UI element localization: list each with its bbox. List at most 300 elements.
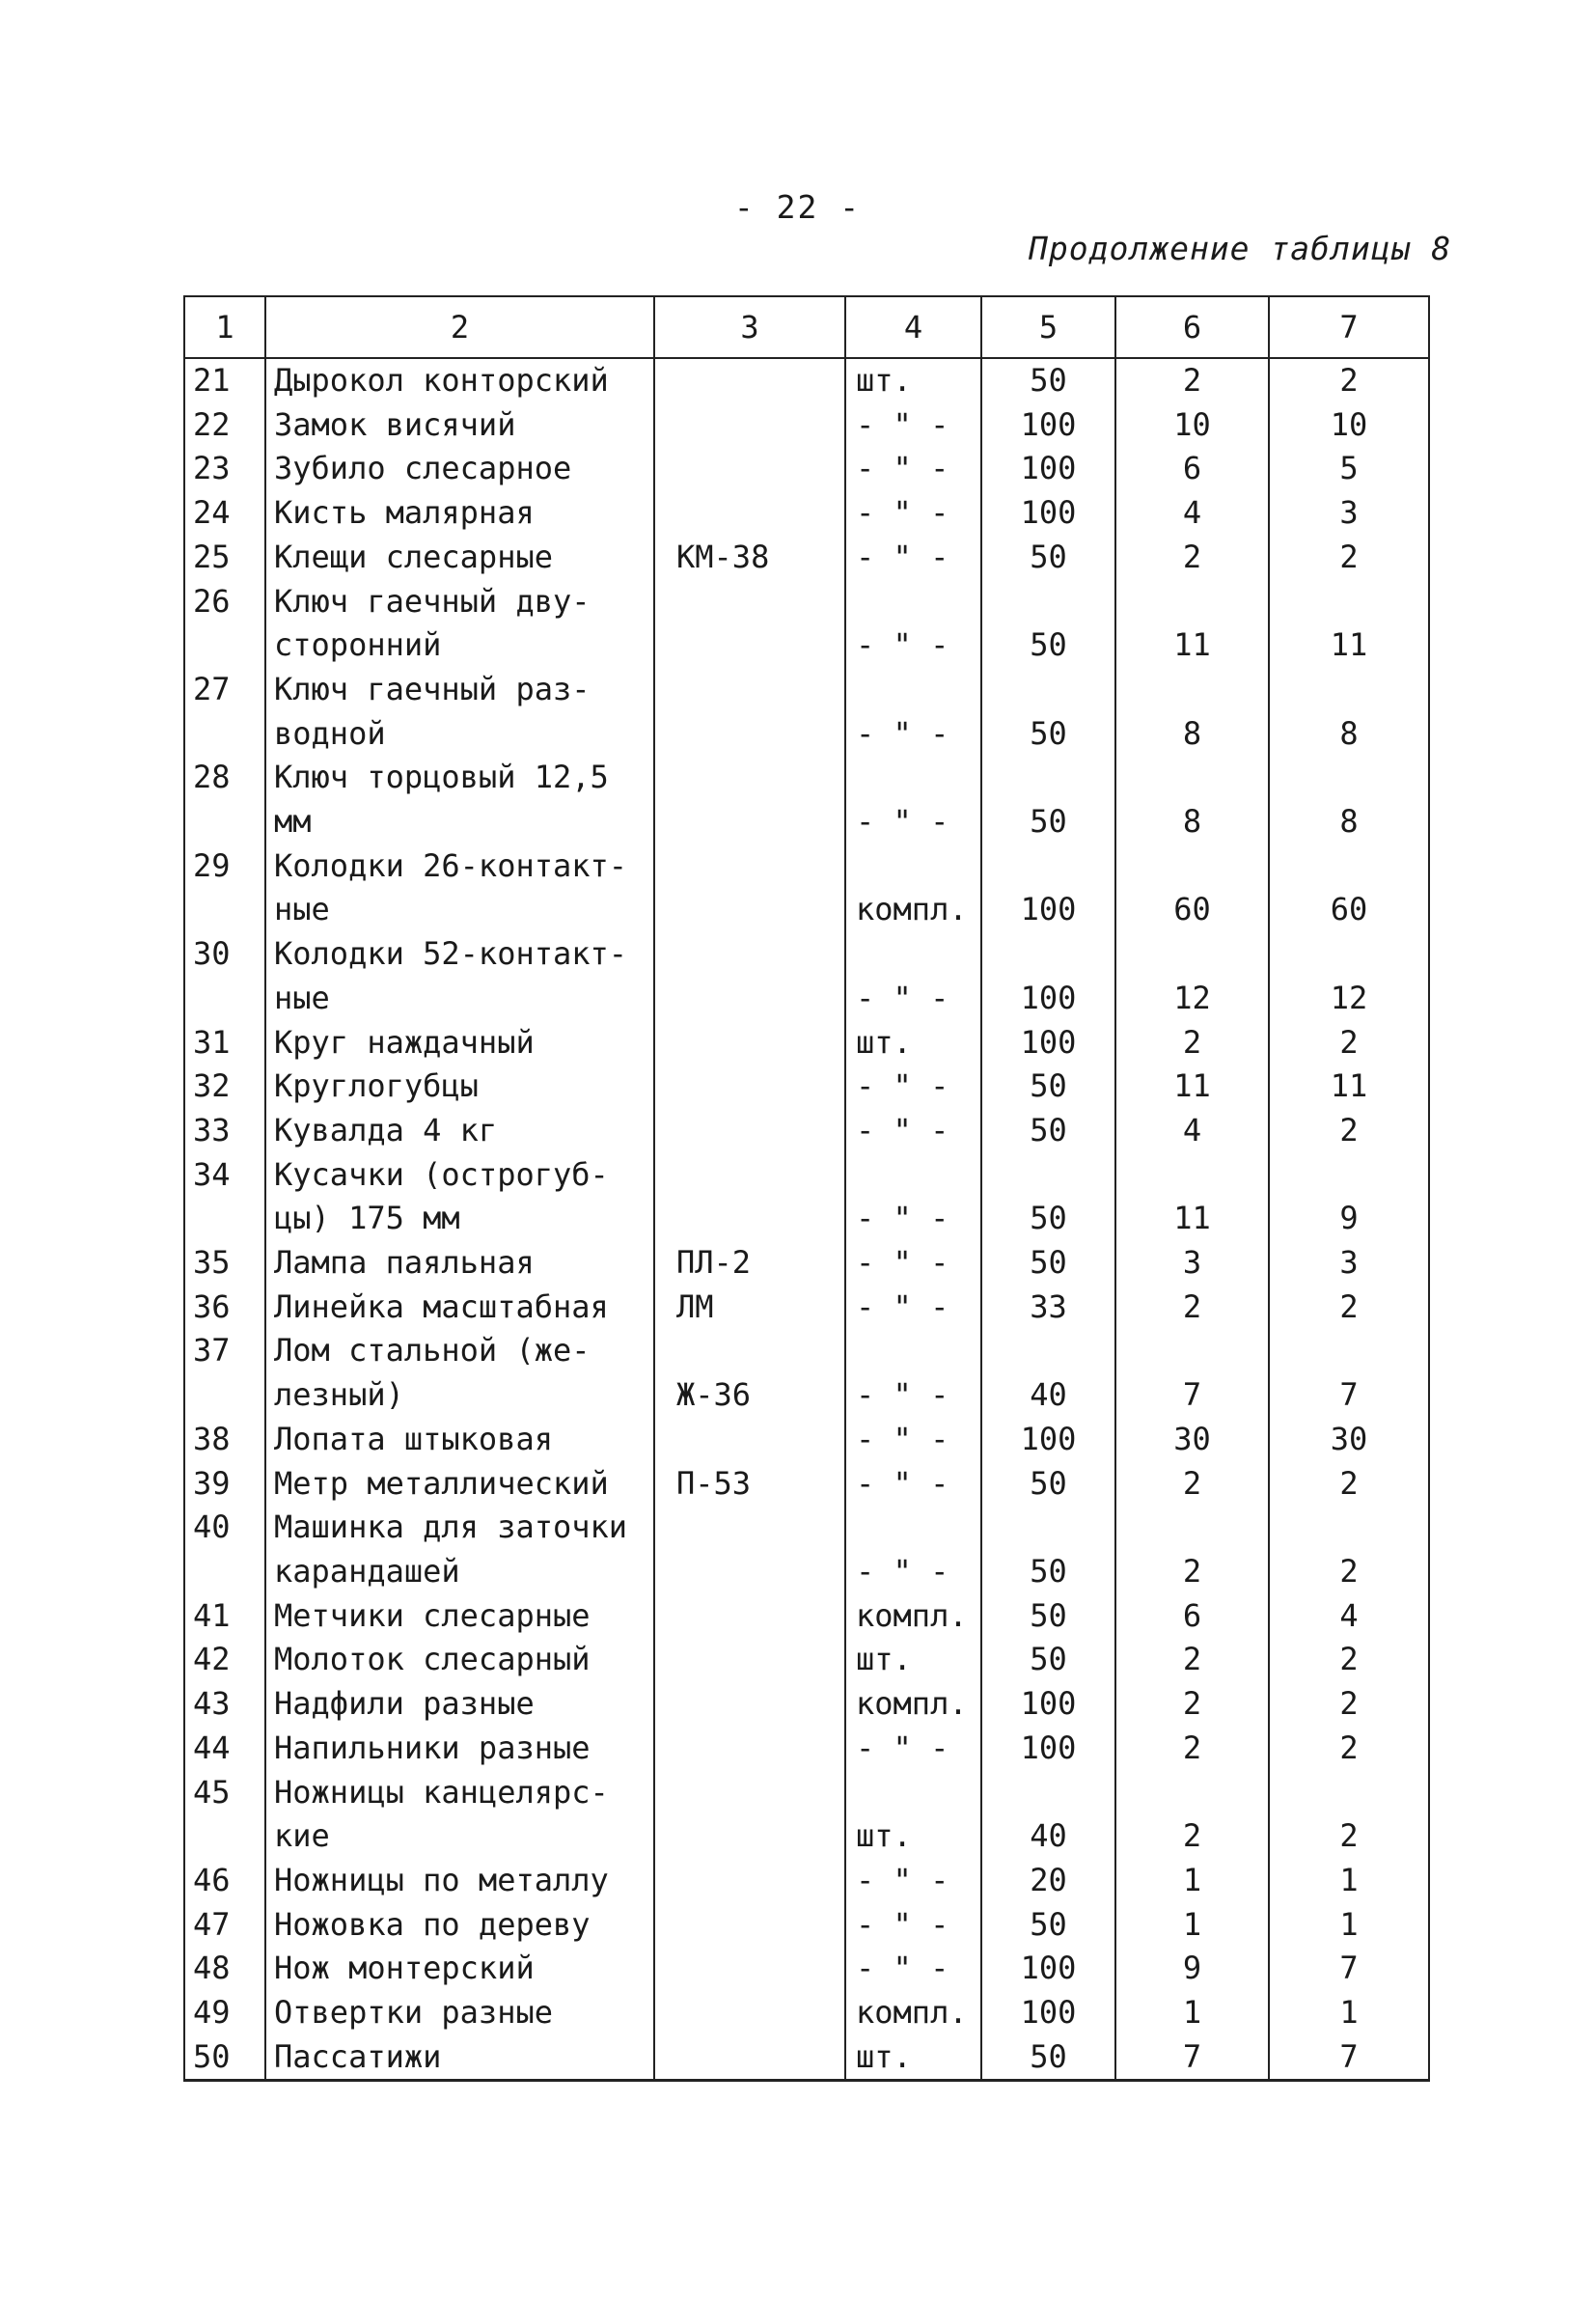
item-unit-cell: - " - [845,1462,981,1507]
item-number-cell: 37 [184,1329,265,1373]
item-unit-cell: - " - [845,977,981,1021]
item-col5-cell: 50 [981,1550,1115,1594]
item-number-cell: 25 [184,536,265,580]
item-name-cell: Надфили разные [265,1682,654,1727]
item-unit-cell: - " - [845,1286,981,1330]
item-col6-cell: 11 [1115,1065,1269,1109]
item-col5-cell: 100 [981,447,1115,491]
item-col5-cell: 50 [981,1462,1115,1507]
item-name-cell: ные [265,977,654,1021]
item-number-cell: 43 [184,1682,265,1727]
item-col5-cell [981,1153,1115,1198]
item-col6-cell: 1 [1115,1859,1269,1903]
item-col7-cell: 5 [1269,447,1429,491]
item-unit-cell [845,580,981,624]
column-header-7: 7 [1269,296,1429,358]
item-col5-cell: 50 [981,1594,1115,1639]
item-col6-cell: 10 [1115,403,1269,448]
item-model-cell [654,403,845,448]
item-model-cell [654,491,845,536]
table-row [184,1373,1429,1418]
table-row [184,1418,1429,1462]
item-col7-cell: 2 [1269,1814,1429,1859]
item-name-cell: Ножовка по дереву [265,1903,654,1948]
item-name-cell: кие [265,1814,654,1859]
item-col5-cell: 50 [981,1065,1115,1109]
item-unit-cell: - " - [845,403,981,448]
item-col7-cell: 2 [1269,1109,1429,1153]
item-number-cell: 35 [184,1241,265,1286]
item-col6-cell: 7 [1115,1373,1269,1418]
item-number-cell: 42 [184,1638,265,1682]
item-model-cell [654,358,845,403]
item-col6-cell: 8 [1115,800,1269,844]
item-col5-cell: 50 [981,536,1115,580]
item-model-cell [654,1506,845,1550]
item-model-cell: КМ-38 [654,536,845,580]
item-number-cell: 27 [184,668,265,712]
item-name-cell: Кувалда 4 кг [265,1109,654,1153]
item-number-cell [184,888,265,932]
item-number-cell: 45 [184,1771,265,1815]
item-col6-cell: 7 [1115,2035,1269,2081]
item-number-cell: 48 [184,1947,265,1991]
item-unit-cell [845,1153,981,1198]
item-col6-cell: 6 [1115,1594,1269,1639]
item-model-cell [654,1418,845,1462]
table-row [184,1462,1429,1507]
equipment-table [183,295,1430,2082]
column-header-5: 5 [981,296,1115,358]
item-model-cell [654,1991,845,2035]
item-model-cell [654,844,845,889]
item-col6-cell: 30 [1115,1418,1269,1462]
item-col5-cell: 50 [981,1241,1115,1286]
table-row [184,447,1429,491]
item-name-cell: Дырокол конторский [265,358,654,403]
table-row [184,844,1429,889]
item-col7-cell [1269,1329,1429,1373]
item-col7-cell [1269,1153,1429,1198]
column-header-4: 4 [845,296,981,358]
table-row [184,888,1429,932]
item-number-cell [184,623,265,668]
item-unit-cell: - " - [845,1550,981,1594]
item-unit-cell: - " - [845,1065,981,1109]
item-number-cell: 30 [184,932,265,977]
item-unit-cell [845,1329,981,1373]
table-row [184,1329,1429,1373]
item-unit-cell: - " - [845,800,981,844]
item-col7-cell: 2 [1269,1462,1429,1507]
item-model-cell [654,800,845,844]
item-model-cell [654,1153,845,1198]
item-model-cell [654,1947,845,1991]
item-model-cell [654,1903,845,1948]
item-unit-cell: - " - [845,1859,981,1903]
column-header-6: 6 [1115,296,1269,358]
item-name-cell: Метр металлический [265,1462,654,1507]
item-col6-cell: 2 [1115,1814,1269,1859]
item-unit-cell [845,932,981,977]
item-number-cell: 38 [184,1418,265,1462]
item-name-cell: Отвертки разные [265,1991,654,2035]
item-unit-cell: компл. [845,1682,981,1727]
item-model-cell [654,977,845,1021]
item-number-cell [184,1197,265,1241]
item-name-cell: Лопата штыковая [265,1418,654,1462]
item-col5-cell: 100 [981,491,1115,536]
item-model-cell: Ж-36 [654,1373,845,1418]
item-model-cell [654,1109,845,1153]
item-col7-cell [1269,844,1429,889]
item-col7-cell: 30 [1269,1418,1429,1462]
item-col5-cell: 33 [981,1286,1115,1330]
item-col6-cell: 2 [1115,1638,1269,1682]
item-col7-cell: 11 [1269,1065,1429,1109]
table-row [184,1065,1429,1109]
item-number-cell: 34 [184,1153,265,1198]
table-row [184,580,1429,624]
item-col7-cell: 2 [1269,1727,1429,1771]
item-model-cell [654,1550,845,1594]
item-col6-cell: 11 [1115,623,1269,668]
item-unit-cell: - " - [845,1418,981,1462]
item-number-cell: 36 [184,1286,265,1330]
table-row [184,712,1429,757]
item-unit-cell: - " - [845,623,981,668]
item-col7-cell [1269,580,1429,624]
item-unit-cell: компл. [845,1991,981,2035]
table-row [184,1241,1429,1286]
item-number-cell [184,800,265,844]
item-model-cell [654,1727,845,1771]
item-unit-cell: шт. [845,2035,981,2081]
item-model-cell [654,1859,845,1903]
item-unit-cell: - " - [845,1241,981,1286]
item-col7-cell: 3 [1269,1241,1429,1286]
item-col7-cell: 2 [1269,1682,1429,1727]
item-col6-cell: 11 [1115,1197,1269,1241]
item-name-cell: сторонний [265,623,654,668]
item-unit-cell [845,1506,981,1550]
item-col5-cell [981,756,1115,800]
item-unit-cell [845,844,981,889]
item-number-cell: 49 [184,1991,265,2035]
item-col5-cell: 50 [981,1109,1115,1153]
item-col7-cell: 8 [1269,800,1429,844]
item-col5-cell: 40 [981,1373,1115,1418]
item-name-cell: Ключ гаечный дву- [265,580,654,624]
table-row [184,1550,1429,1594]
item-col6-cell: 60 [1115,888,1269,932]
item-col5-cell [981,1771,1115,1815]
item-col6-cell [1115,1153,1269,1198]
item-name-cell: мм [265,800,654,844]
table-row [184,491,1429,536]
item-col5-cell: 20 [981,1859,1115,1903]
item-col6-cell: 6 [1115,447,1269,491]
item-name-cell: Машинка для заточки [265,1506,654,1550]
item-col6-cell [1115,1329,1269,1373]
item-col7-cell: 1 [1269,1903,1429,1948]
table-row [184,1286,1429,1330]
item-name-cell: Ключ гаечный раз- [265,668,654,712]
item-name-cell: Ключ торцовый 12,5 [265,756,654,800]
table-continuation-caption: Продолжение таблицы 8 [1029,230,1452,267]
table-row [184,756,1429,800]
item-number-cell: 41 [184,1594,265,1639]
item-col5-cell: 50 [981,2035,1115,2081]
item-col6-cell: 1 [1115,1991,1269,2035]
item-model-cell [654,888,845,932]
table-row [184,1903,1429,1948]
table-row [184,1991,1429,2035]
item-col6-cell: 4 [1115,491,1269,536]
item-name-cell: Зубило слесарное [265,447,654,491]
item-name-cell: Молоток слесарный [265,1638,654,1682]
item-name-cell: Лампа паяльная [265,1241,654,1286]
item-col7-cell [1269,756,1429,800]
item-name-cell: Замок висячий [265,403,654,448]
item-name-cell: Метчики слесарные [265,1594,654,1639]
item-number-cell: 23 [184,447,265,491]
table-row [184,977,1429,1021]
item-model-cell [654,1594,845,1639]
item-model-cell [654,1771,845,1815]
item-model-cell [654,668,845,712]
table-row [184,1506,1429,1550]
item-col6-cell [1115,1506,1269,1550]
item-name-cell: цы) 175 мм [265,1197,654,1241]
item-col6-cell: 12 [1115,977,1269,1021]
item-number-cell: 21 [184,358,265,403]
item-col5-cell: 100 [981,1991,1115,2035]
item-col7-cell: 3 [1269,491,1429,536]
item-col7-cell [1269,932,1429,977]
item-unit-cell: - " - [845,712,981,757]
table-row [184,1197,1429,1241]
item-model-cell [654,1814,845,1859]
item-unit-cell: - " - [845,1903,981,1948]
item-col5-cell: 50 [981,358,1115,403]
item-col6-cell: 2 [1115,1550,1269,1594]
item-col6-cell: 2 [1115,1462,1269,1507]
item-col5-cell: 100 [981,1021,1115,1065]
item-model-cell [654,1065,845,1109]
item-number-cell [184,1550,265,1594]
item-col7-cell: 2 [1269,1286,1429,1330]
item-model-cell [654,1682,845,1727]
item-col7-cell: 12 [1269,977,1429,1021]
item-model-cell: ПЛ-2 [654,1241,845,1286]
item-col6-cell: 2 [1115,1021,1269,1065]
item-col5-cell: 50 [981,1903,1115,1948]
item-name-cell: Ножницы канцелярс- [265,1771,654,1815]
item-col6-cell [1115,932,1269,977]
table-row [184,1814,1429,1859]
item-number-cell: 32 [184,1065,265,1109]
item-col7-cell [1269,668,1429,712]
item-col5-cell [981,844,1115,889]
item-col7-cell: 2 [1269,1638,1429,1682]
item-name-cell: Лом стальной (же- [265,1329,654,1373]
table-row [184,358,1429,403]
item-col6-cell [1115,844,1269,889]
item-number-cell: 28 [184,756,265,800]
table-row [184,1109,1429,1153]
item-unit-cell: - " - [845,491,981,536]
item-name-cell: Колодки 52-контакт- [265,932,654,977]
table-row [184,668,1429,712]
item-name-cell: Клещи слесарные [265,536,654,580]
item-model-cell [654,623,845,668]
item-col6-cell: 4 [1115,1109,1269,1153]
table-row [184,1682,1429,1727]
item-col5-cell: 100 [981,403,1115,448]
table-row [184,1594,1429,1639]
item-number-cell: 47 [184,1903,265,1948]
item-col6-cell: 1 [1115,1903,1269,1948]
item-col7-cell: 2 [1269,536,1429,580]
item-number-cell [184,1373,265,1418]
table-row [184,932,1429,977]
item-name-cell: Напильники разные [265,1727,654,1771]
item-unit-cell: - " - [845,1373,981,1418]
item-col6-cell: 2 [1115,358,1269,403]
item-col5-cell: 50 [981,1197,1115,1241]
item-name-cell: карандашей [265,1550,654,1594]
item-model-cell: П-53 [654,1462,845,1507]
item-number-cell: 29 [184,844,265,889]
item-number-cell: 39 [184,1462,265,1507]
item-model-cell [654,1197,845,1241]
item-col5-cell: 40 [981,1814,1115,1859]
item-col5-cell: 100 [981,888,1115,932]
item-number-cell: 50 [184,2035,265,2081]
item-col7-cell: 7 [1269,2035,1429,2081]
item-col5-cell [981,1329,1115,1373]
item-col7-cell: 2 [1269,1550,1429,1594]
item-col7-cell: 2 [1269,1021,1429,1065]
item-unit-cell: - " - [845,1947,981,1991]
item-col7-cell: 7 [1269,1947,1429,1991]
item-col7-cell: 11 [1269,623,1429,668]
item-model-cell [654,447,845,491]
item-col6-cell [1115,1771,1269,1815]
item-number-cell: 26 [184,580,265,624]
item-col5-cell: 100 [981,1682,1115,1727]
item-unit-cell: компл. [845,1594,981,1639]
item-number-cell [184,712,265,757]
item-col5-cell: 100 [981,977,1115,1021]
item-unit-cell: - " - [845,1727,981,1771]
item-col7-cell: 1 [1269,1859,1429,1903]
item-name-cell: Круг наждачный [265,1021,654,1065]
item-unit-cell: - " - [845,447,981,491]
item-unit-cell: - " - [845,1197,981,1241]
table-row [184,800,1429,844]
item-col7-cell: 60 [1269,888,1429,932]
item-unit-cell: шт. [845,1638,981,1682]
item-model-cell [654,756,845,800]
item-model-cell [654,1638,845,1682]
item-col5-cell: 100 [981,1418,1115,1462]
item-name-cell: Линейка масштабная [265,1286,654,1330]
item-col5-cell [981,932,1115,977]
item-col5-cell [981,580,1115,624]
table-row [184,1859,1429,1903]
column-header-2: 2 [265,296,654,358]
item-unit-cell [845,668,981,712]
item-col5-cell: 100 [981,1947,1115,1991]
table-row [184,2035,1429,2081]
table-row [184,536,1429,580]
item-name-cell: ные [265,888,654,932]
item-model-cell [654,1329,845,1373]
item-unit-cell: компл. [845,888,981,932]
column-header-3: 3 [654,296,845,358]
item-col6-cell: 2 [1115,536,1269,580]
table-row [184,1153,1429,1198]
page-number: - 22 - [733,188,862,226]
item-name-cell: Кусачки (острогуб- [265,1153,654,1198]
table-row [184,1727,1429,1771]
item-unit-cell: - " - [845,1109,981,1153]
item-number-cell: 22 [184,403,265,448]
item-model-cell: ЛМ [654,1286,845,1330]
item-number-cell [184,977,265,1021]
item-unit-cell: шт. [845,1021,981,1065]
item-name-cell: Колодки 26-контакт- [265,844,654,889]
item-col7-cell: 4 [1269,1594,1429,1639]
table-row [184,1947,1429,1991]
item-col7-cell: 9 [1269,1197,1429,1241]
column-header-1: 1 [184,296,265,358]
equipment-table-container [183,295,1428,2082]
item-number-cell: 24 [184,491,265,536]
item-col7-cell: 1 [1269,1991,1429,2035]
item-col5-cell: 50 [981,1638,1115,1682]
table-row [184,623,1429,668]
item-col7-cell: 10 [1269,403,1429,448]
table-row [184,1021,1429,1065]
item-unit-cell: - " - [845,536,981,580]
item-name-cell: Ножницы по металлу [265,1859,654,1903]
item-col7-cell [1269,1771,1429,1815]
item-name-cell: Нож монтерский [265,1947,654,1991]
item-col6-cell: 8 [1115,712,1269,757]
item-name-cell: Пассатижи [265,2035,654,2081]
item-model-cell [654,932,845,977]
item-number-cell: 44 [184,1727,265,1771]
table-row [184,403,1429,448]
item-name-cell: водной [265,712,654,757]
item-col6-cell [1115,756,1269,800]
item-col6-cell: 2 [1115,1286,1269,1330]
table-header-row [184,296,1429,358]
item-col7-cell: 7 [1269,1373,1429,1418]
item-number-cell: 31 [184,1021,265,1065]
item-col6-cell: 2 [1115,1682,1269,1727]
item-col5-cell: 100 [981,1727,1115,1771]
item-number-cell: 40 [184,1506,265,1550]
table-row [184,1771,1429,1815]
item-model-cell [654,712,845,757]
item-number-cell [184,1814,265,1859]
item-col7-cell: 2 [1269,358,1429,403]
item-number-cell: 33 [184,1109,265,1153]
